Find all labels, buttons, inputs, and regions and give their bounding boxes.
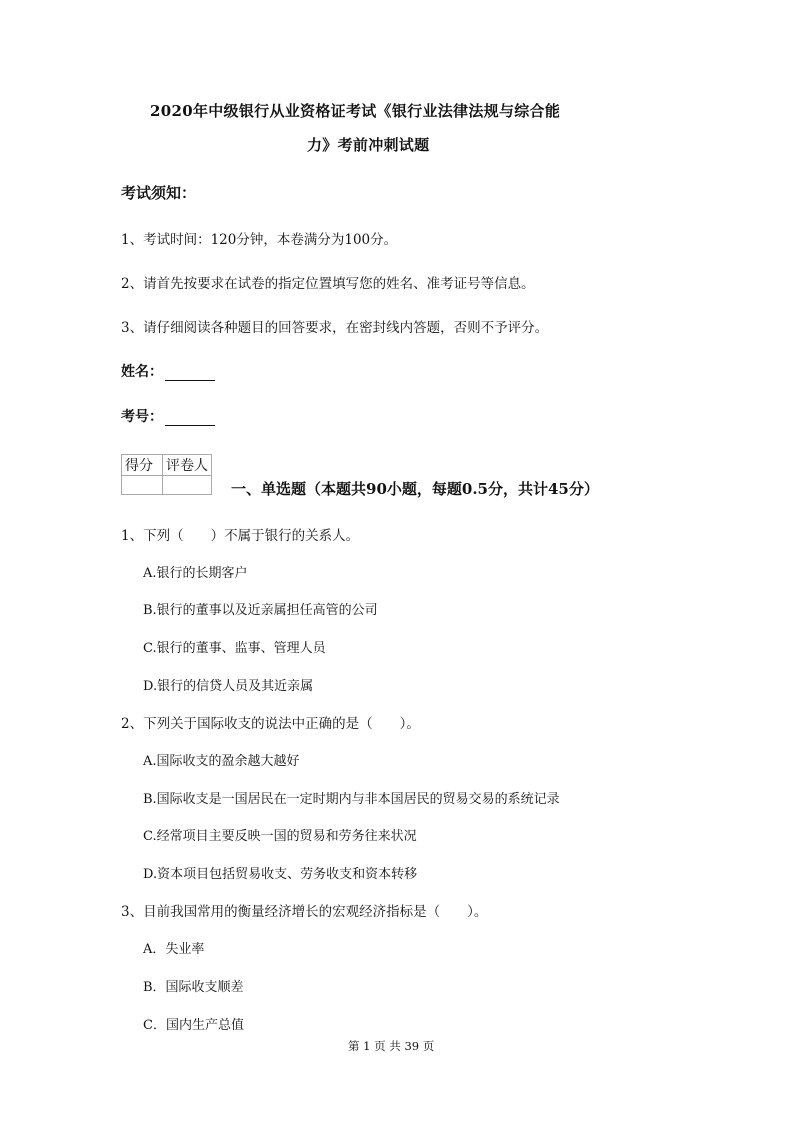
- page-number: 第 1 页 共 39 页: [348, 1039, 435, 1053]
- question-2-option-d: D.资本项目包括贸易收支、劳务收支和资本转移: [143, 867, 418, 882]
- question-1-option-d: D.银行的信贷人员及其近亲属: [143, 679, 314, 694]
- question-3-stem: 3、目前我国常用的衡量经济增长的宏观经济指标是（ ）。: [121, 904, 488, 920]
- grader-header: 评卷人: [163, 455, 212, 476]
- question-3-option-b: B．国际收支顺差: [143, 980, 244, 995]
- name-field[interactable]: [121, 361, 215, 381]
- section-heading: 一、单选题（本题共90小题，每题0.5分，共计45分）: [231, 480, 599, 498]
- question-2-option-b: B.国际收支是一国居民在一定时期内与非本国居民的贸易交易的系统记录: [143, 792, 560, 807]
- question-1-option-b: B.银行的董事以及近亲属担任高管的公司: [143, 603, 378, 618]
- question-2-option-a: A.国际收支的盈余越大越好: [143, 754, 300, 769]
- question-1-option-c: C.银行的董事、监事、管理人员: [143, 641, 326, 656]
- id-label: 考号：: [121, 409, 163, 425]
- grader-cell[interactable]: [163, 476, 212, 495]
- page-title-line-2: 力》考前冲刺试题: [307, 136, 430, 154]
- name-label: 姓名：: [121, 364, 163, 380]
- notice-item-1: 1、考试时间：120分钟，本卷满分为100分。: [121, 232, 398, 248]
- name-blank[interactable]: [165, 366, 215, 381]
- id-blank[interactable]: [165, 411, 215, 426]
- score-cell[interactable]: [122, 476, 163, 495]
- score-header: 得分: [122, 455, 163, 476]
- notice-heading: 考试须知：: [121, 184, 197, 202]
- question-1-option-a: A.银行的长期客户: [143, 566, 248, 581]
- question-2-option-c: C.经常项目主要反映一国的贸易和劳务往来状况: [143, 829, 417, 844]
- page-title-line-1: 2020年中级银行从业资格证考试《银行业法律法规与综合能: [150, 102, 561, 120]
- score-table: [121, 454, 212, 495]
- id-field[interactable]: [121, 406, 215, 426]
- question-1-stem: 1、下列（ ）不属于银行的关系人。: [121, 528, 360, 544]
- notice-item-2: 2、请首先按要求在试卷的指定位置填写您的姓名、准考证号等信息。: [121, 276, 535, 292]
- question-3-option-a: A．失业率: [143, 942, 205, 957]
- question-2-stem: 2、下列关于国际收支的说法中正确的是（ ）。: [121, 716, 420, 732]
- question-3-option-c: C．国内生产总值: [143, 1018, 244, 1033]
- notice-item-3: 3、请仔细阅读各种题目的回答要求，在密封线内答题，否则不予评分。: [121, 320, 549, 336]
